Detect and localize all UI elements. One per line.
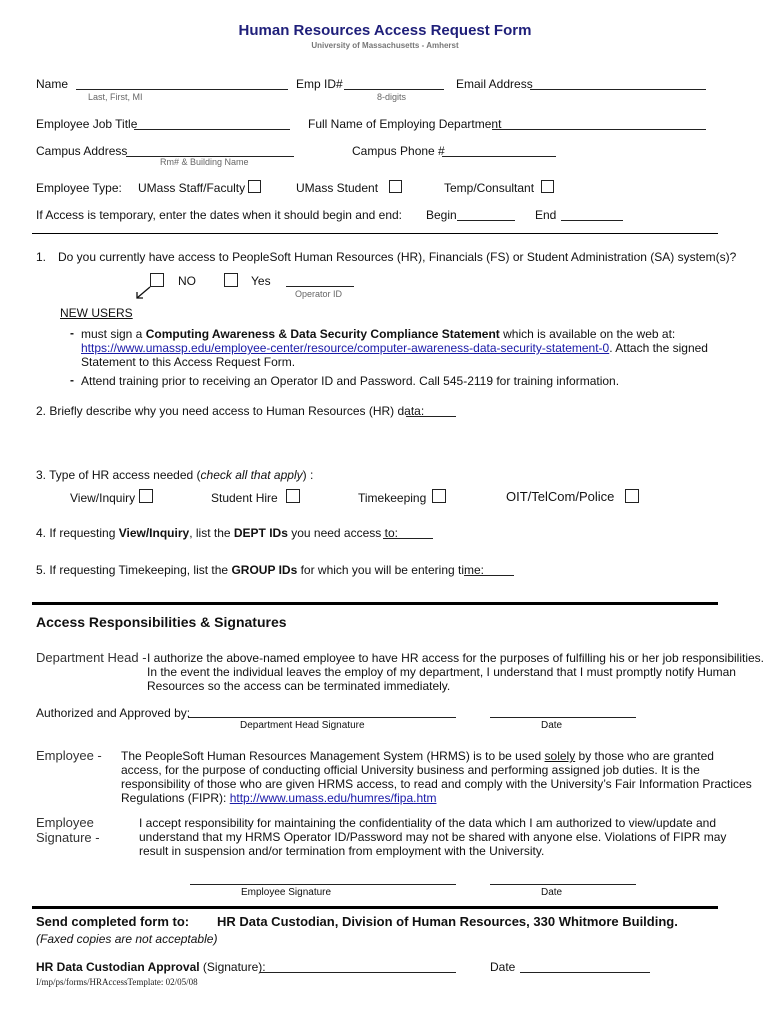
custodian-approval-label: HR Data Custodian Approval (Signature):: [36, 960, 266, 974]
fipa-link[interactable]: http://www.umass.edu/humres/fipa.htm: [229, 791, 437, 805]
campus-phone-field[interactable]: [442, 145, 556, 157]
employee-text-1: The PeopleSoft Human Resources Management System (HRMS) is to be used solely by those who are granted: [121, 749, 714, 763]
dept-head-date-field[interactable]: [490, 706, 636, 718]
employee-date-field[interactable]: [490, 873, 636, 885]
send-label: Send completed form to:: [36, 914, 190, 929]
temporary-text: If Access is temporary, enter the dates when it should begin and end:: [36, 208, 402, 222]
operator-id-hint: Operator ID: [295, 289, 343, 299]
department-label: Full Name of Employing Department: [308, 117, 502, 131]
campus-address-label: Campus Address: [36, 144, 128, 158]
employee-signature-text-2: understand that my HRMS Operator ID/Password may not be shared with anyone else. Violations of FIPR may: [139, 830, 727, 844]
authorized-label: Authorized and Approved by:: [36, 706, 191, 720]
q5-text: 5. If requesting Timekeeping, list the GROUP IDs for which you will be entering time:: [36, 563, 484, 577]
dept-head-date-hint: Date: [541, 720, 563, 731]
send-destination: HR Data Custodian, Division of Human Resources, 330 Whitmore Building.: [217, 914, 678, 929]
q2-field[interactable]: [406, 405, 456, 417]
employee-text-4: Regulations (FIPR): http://www.umass.edu/humres/fipa.htm: [121, 791, 437, 805]
q3-timekeeping-label: Timekeeping: [358, 491, 427, 505]
employee-signature-label-2: Signature -: [36, 830, 100, 845]
arrow-down-left-icon: [133, 285, 153, 301]
bullet1-line3: Statement to this Access Request Form.: [81, 355, 296, 369]
bullet1-line1: must sign a Computing Awareness & Data Security Compliance Statement which is available on the web at:: [81, 327, 676, 341]
bullet2-text: Attend training prior to receiving an Operator ID and Password. Call 545-2119 for training information.: [81, 374, 620, 388]
job-title-field[interactable]: [134, 118, 290, 130]
q4-text: 4. If requesting View/Inquiry, list the DEPT IDs you need access to:: [36, 526, 398, 540]
employee-type-label: Employee Type:: [36, 181, 122, 195]
dept-head-signature-hint: Department Head Signature: [240, 720, 365, 731]
custodian-date-field[interactable]: [520, 961, 650, 973]
q3-student-hire-label: Student Hire: [211, 491, 278, 505]
q3-oit-label: OIT/TelCom/Police: [506, 489, 615, 504]
employee-label: Employee -: [36, 748, 102, 763]
type-temp-checkbox[interactable]: [541, 180, 554, 193]
q3-text: 3. Type of HR access needed (check all that apply) :: [36, 468, 314, 482]
type-temp-label: Temp/Consultant: [444, 181, 535, 195]
footer-path: I/mp/ps/forms/HRAccessTemplate: 02/05/08: [36, 977, 198, 987]
type-student-checkbox[interactable]: [389, 180, 402, 193]
employee-date-hint: Date: [541, 887, 563, 898]
bullet2-dash: -: [70, 373, 74, 387]
bullet1-dash: -: [70, 326, 74, 340]
begin-label: Begin: [426, 208, 457, 222]
employee-signature-field[interactable]: [190, 873, 456, 885]
form-subtitle: University of Massachusetts - Amherst: [311, 41, 459, 50]
q3-view-inquiry-checkbox[interactable]: [139, 489, 153, 503]
custodian-signature-field[interactable]: [260, 961, 456, 973]
section-divider: [32, 602, 718, 605]
q3-oit-checkbox[interactable]: [625, 489, 639, 503]
dept-head-signature-field[interactable]: [188, 706, 456, 718]
faxed-note: (Faxed copies are not acceptable): [36, 932, 218, 946]
name-label: Name: [36, 77, 69, 91]
q2-text: 2. Briefly describe why you need access to Human Resources (HR) data:: [36, 404, 425, 418]
begin-field[interactable]: [457, 209, 515, 221]
new-users-heading: NEW USERS: [60, 306, 133, 320]
department-field[interactable]: [492, 118, 706, 130]
type-staff-checkbox[interactable]: [248, 180, 261, 193]
name-field[interactable]: [76, 78, 288, 90]
q4-field[interactable]: [383, 527, 433, 539]
q3-timekeeping-checkbox[interactable]: [432, 489, 446, 503]
campus-address-field[interactable]: [126, 145, 294, 157]
q1-no-label: NO: [178, 274, 196, 288]
q3-student-hire-checkbox[interactable]: [286, 489, 300, 503]
end-field[interactable]: [561, 209, 623, 221]
email-field[interactable]: [530, 78, 706, 90]
email-label: Email Address: [456, 77, 533, 91]
end-label: End: [535, 208, 557, 222]
q5-field[interactable]: [464, 564, 514, 576]
dept-head-text-3: Resources so the access can be terminated immediately.: [147, 679, 451, 693]
emp-id-hint: 8-digits: [377, 92, 407, 102]
q1-yes-checkbox[interactable]: [224, 273, 238, 287]
employee-signature-label-1: Employee: [36, 815, 94, 830]
custodian-date-label: Date: [490, 960, 516, 974]
employee-signature-text-1: I accept responsibility for maintaining the confidentiality of the data which I am authorized to view/update and: [139, 816, 717, 830]
bullet1-line2: https://www.umassp.edu/employee-center/resource/computer-awareness-data-security-statement-0. Attach the signed: [81, 341, 708, 355]
emp-id-label: Emp ID#: [296, 77, 343, 91]
dept-head-text-1: I authorize the above-named employee to have HR access for the purposes of fulfilling his or her job responsibilities.: [147, 651, 764, 665]
divider: [32, 233, 718, 234]
bottom-divider: [32, 906, 718, 909]
employee-text-3: responsibility of those who are given HRMS access, to read and comply with the University’s Fair Information Practices: [121, 777, 752, 791]
campus-phone-label: Campus Phone #: [352, 144, 445, 158]
job-title-label: Employee Job Title: [36, 117, 138, 131]
employee-signature-text-3: result in suspension and/or termination from employment with the University.: [139, 844, 545, 858]
q1-number: 1.: [36, 250, 47, 264]
name-hint: Last, First, MI: [88, 92, 143, 102]
form-title: Human Resources Access Request Form: [238, 22, 532, 39]
dept-head-label: Department Head -: [36, 650, 147, 665]
signatures-heading: Access Responsibilities & Signatures: [36, 614, 287, 630]
q1-yes-label: Yes: [251, 274, 271, 288]
operator-id-field[interactable]: [286, 275, 354, 287]
dept-head-text-2: In the event the individual leaves the employ of my department, I understand that I must promptly notify Human: [147, 665, 736, 679]
campus-address-hint: Rm# & Building Name: [160, 157, 249, 167]
employee-text-2: access, for the purpose of conducting official University business and performing assigned job duties. It is the: [121, 763, 700, 777]
q3-view-inquiry-label: View/Inquiry: [70, 491, 136, 505]
compliance-statement-link[interactable]: https://www.umassp.edu/employee-center/resource/computer-awareness-data-security-statement-0: [81, 341, 610, 355]
emp-id-field[interactable]: [344, 78, 444, 90]
type-student-label: UMass Student: [296, 181, 379, 195]
employee-signature-hint: Employee Signature: [241, 887, 332, 898]
type-staff-label: UMass Staff/Faculty: [138, 181, 246, 195]
q1-text: Do you currently have access to PeopleSoft Human Resources (HR), Financials (FS) or Student Administration (SA) system(s)?: [58, 250, 737, 264]
